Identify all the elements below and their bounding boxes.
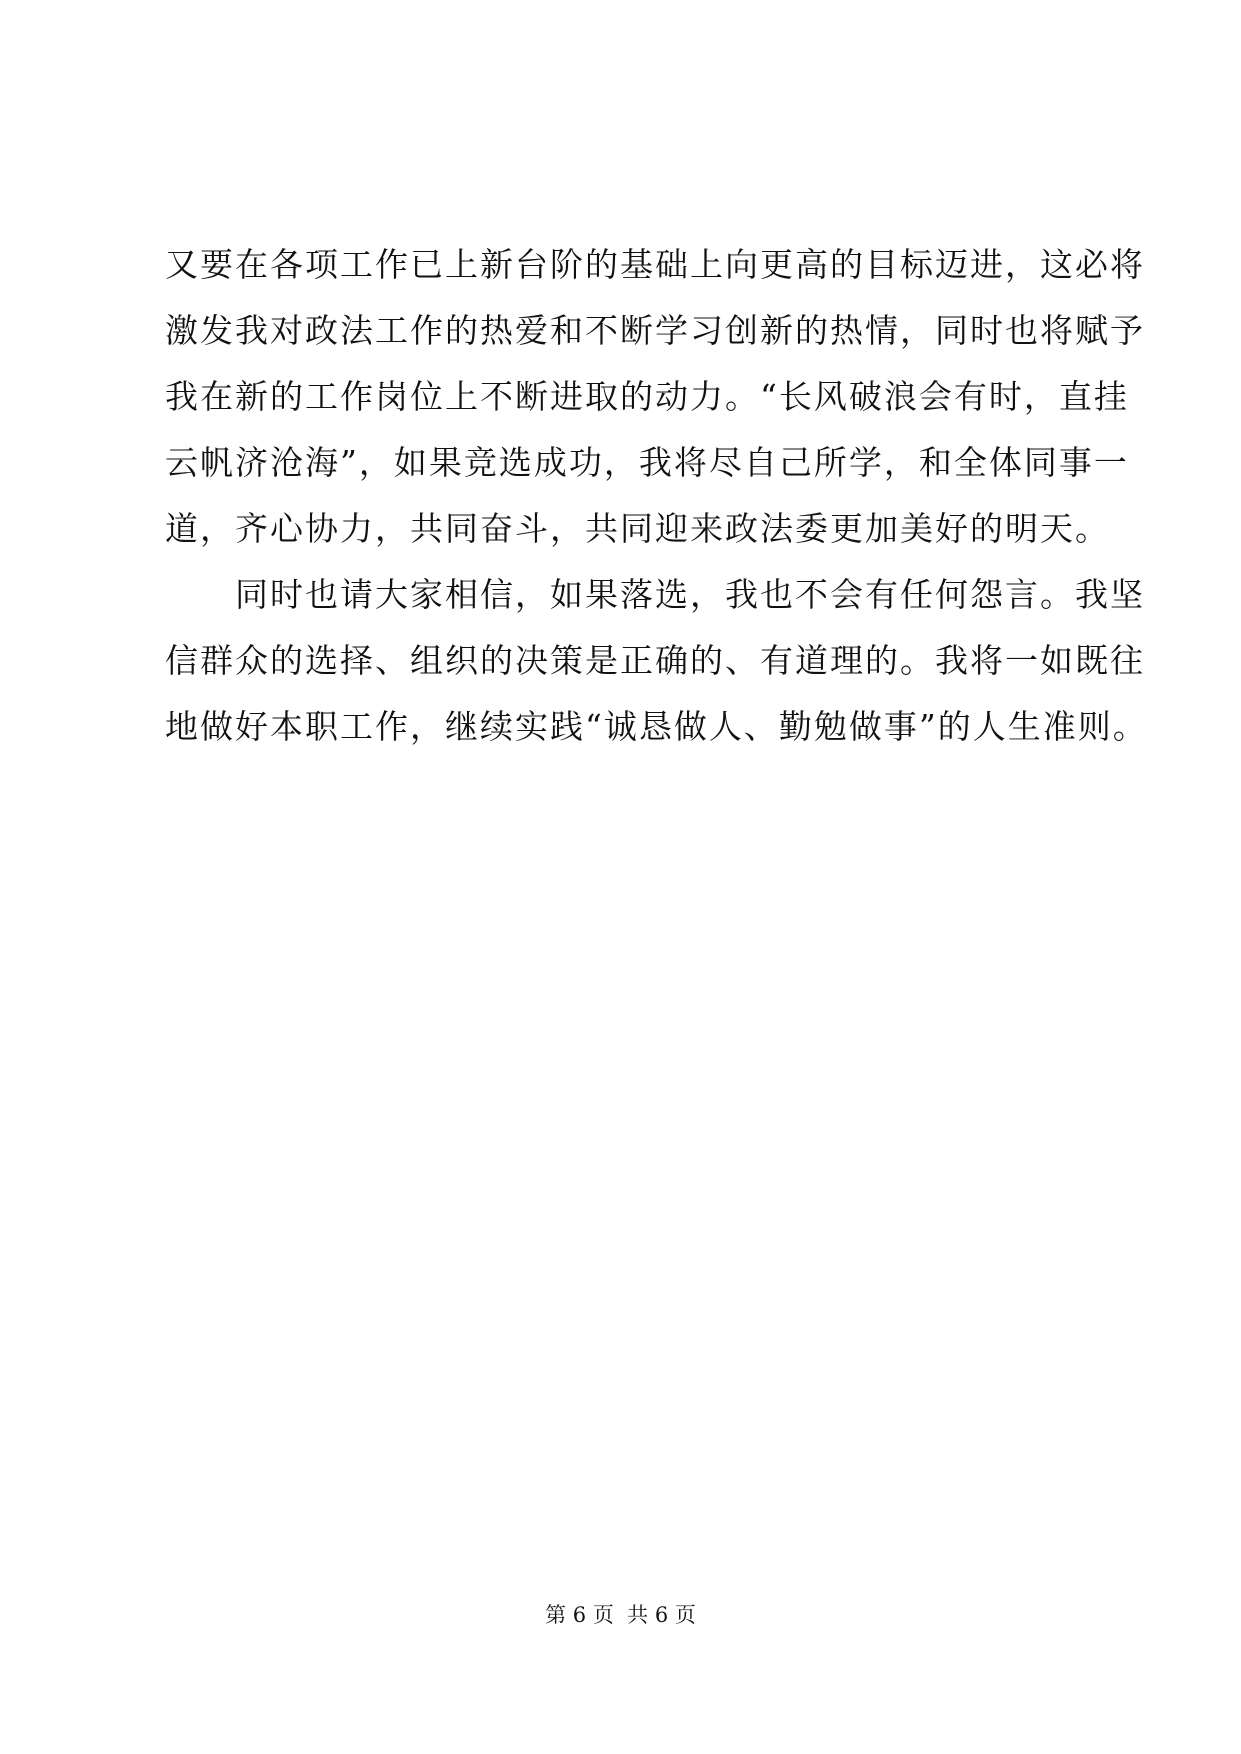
text-line: 地做好本职工作，继续实践“诚恳做人、勤勉做事”的人生准则。 bbox=[165, 707, 1148, 746]
text-line: 云帆济沧海”，如果竞选成功，我将尽自己所学，和全体同事一 bbox=[165, 443, 1129, 482]
text-line: 同时也请大家相信，如果落选，我也不会有任何怨言。我坚 bbox=[165, 575, 1145, 614]
text-line: 信群众的选择、组织的决策是正确的、有道理的。我将一如既往 bbox=[165, 641, 1145, 680]
body-text bbox=[165, 232, 1148, 760]
text-line: 又要在各项工作已上新台阶的基础上向更高的目标迈进，这必将 bbox=[165, 245, 1145, 284]
text-line: 激发我对政法工作的热爱和不断学习创新的热情，同时也将赋予 bbox=[165, 311, 1145, 350]
page-footer: 第 6 页 共 6 页 bbox=[545, 1603, 696, 1627]
text-line: 我在新的工作岗位上不断进取的动力。“长风破浪会有时，直挂 bbox=[165, 377, 1129, 416]
text-line: 道，齐心协力，共同奋斗，共同迎来政法委更加美好的明天。 bbox=[165, 509, 1110, 548]
